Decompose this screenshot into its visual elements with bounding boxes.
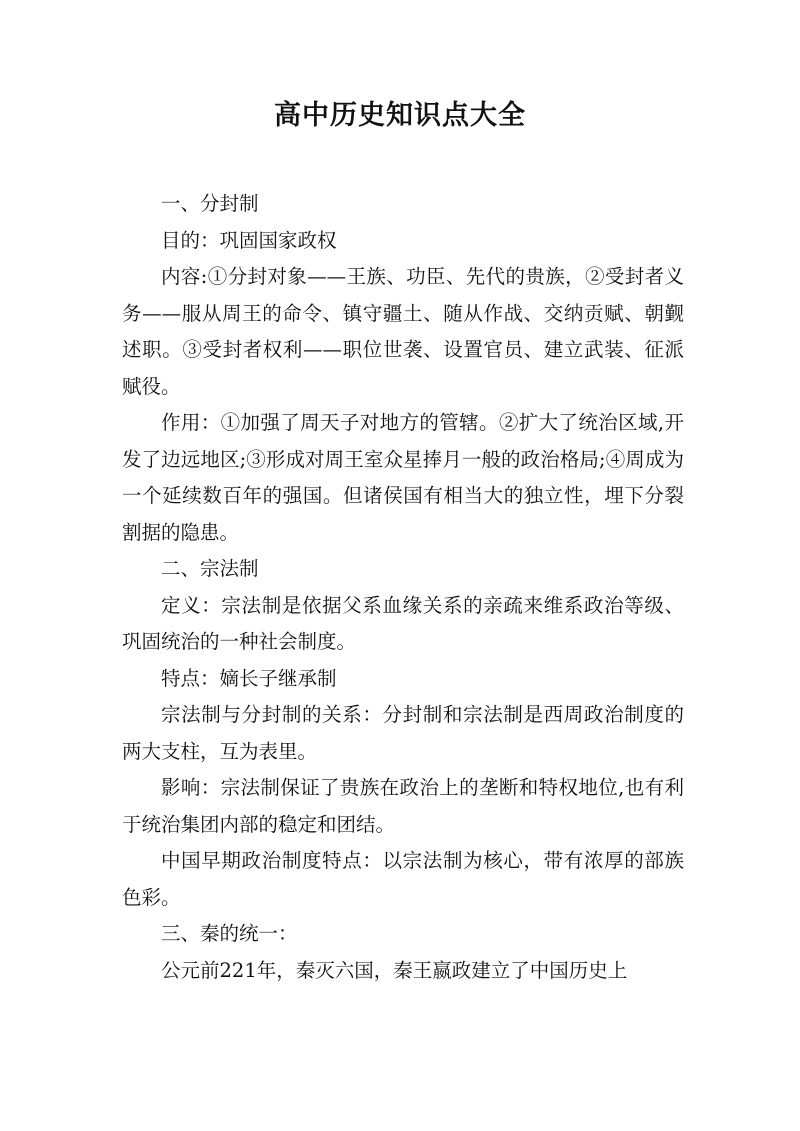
paragraph-purpose: 目的：巩固国家政权 — [161, 228, 337, 252]
section-heading-qin: 三、秦的统一： — [161, 922, 298, 945]
paragraph-effect: 作用：①加强了周天子对地方的管辖。②扩大了统治区域,开发了边远地区;③形成对周王室众星捧月一般的政治格局;④周成为一个延续数百年的强国。但诸侯国有相当大的独立性，埋下分裂割据的隐患。 — [122, 411, 684, 544]
paragraph-content: 内容:①分封对象——王族、功臣、先代的贵族，②受封者义务——服从周王的命令、镇守疆土、随从作战、交纳贡赋、朝觐述职。③受封者权利——职位世袭、设置官员、建立武装、征派赋役。 — [122, 265, 684, 398]
paragraph-feature: 特点：嫡长子继承制 — [161, 666, 337, 690]
document-body — [122, 186, 684, 989]
section-heading-fengjian: 一、分封制 — [161, 192, 259, 215]
document-title: 高中历史知识点大全 — [274, 100, 526, 131]
section-heading-zongfa: 二、宗法制 — [161, 557, 259, 580]
paragraph-definition: 定义：宗法制是依据父系血缘关系的亲疏来维系政治等级、巩固统治的一种社会制度。 — [122, 593, 684, 653]
paragraph-qin-unification: 公元前221年，秦灭六国，秦王嬴政建立了中国历史上 — [161, 958, 628, 982]
paragraph-influence: 影响：宗法制保证了贵族在政治上的垄断和特权地位,也有利于统治集团内部的稳定和团结。 — [122, 776, 684, 836]
paragraph-early-politics: 中国早期政治制度特点：以宗法制为核心，带有浓厚的部族色彩。 — [122, 849, 684, 909]
paragraph-relationship: 宗法制与分封制的关系：分封制和宗法制是西周政治制度的两大支柱，互为表里。 — [122, 703, 684, 763]
